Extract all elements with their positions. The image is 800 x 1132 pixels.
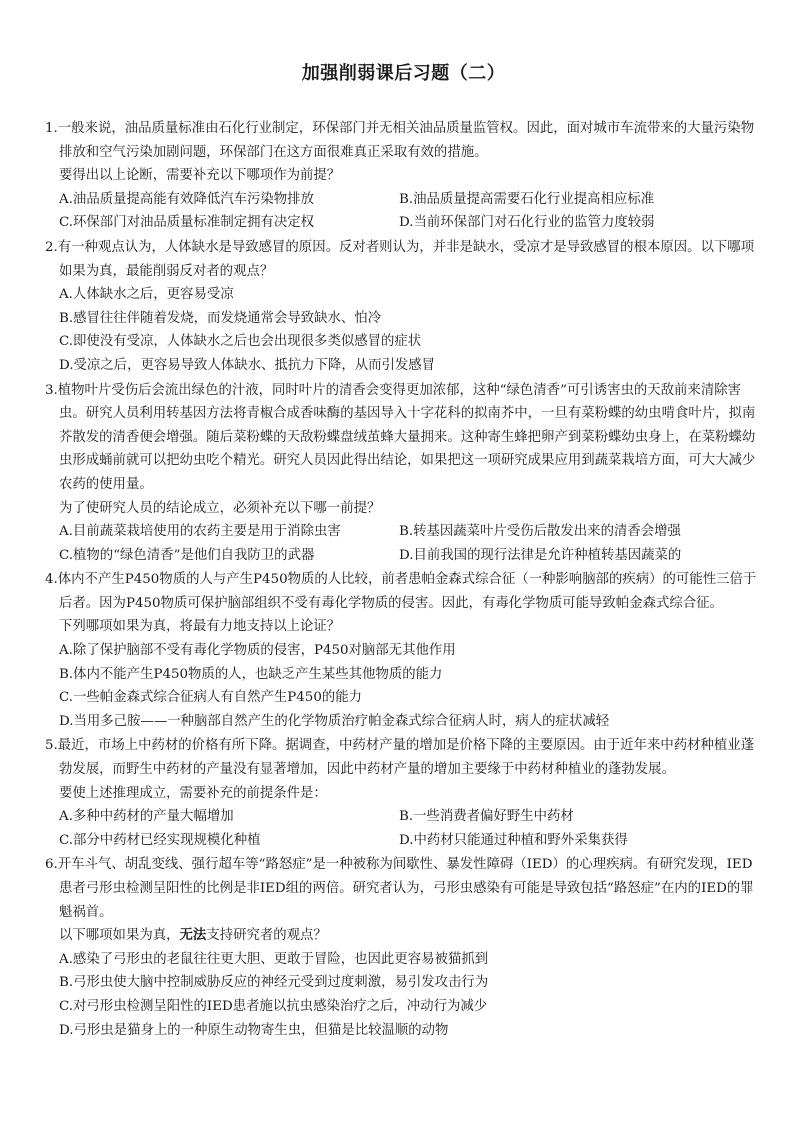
question-prompt bbox=[45, 924, 762, 948]
question-stem: 1.一般来说，油品质量标准由石化行业制定，环保部门并无相关油品质量监管权。因此，面对城市车流带来的大量污染物排放和空气污染加剧问题，环保部门在这方面很难真正采取有效的措施。 bbox=[45, 121, 755, 160]
option-b: B.油品质量提高需要石化行业提高相应标准 bbox=[399, 191, 655, 207]
option-list bbox=[45, 283, 762, 377]
question-prompt: 为了使研究人员的结论成立，必须补充以下哪一前提？ bbox=[59, 500, 381, 516]
option-a: A.除了保护脑部不受有毒化学物质的侵害，P450对脑部无其他作用 bbox=[59, 643, 456, 659]
question-list bbox=[45, 117, 762, 1042]
question-prompt: 要使上述推理成立，需要补充的前提条件是： bbox=[59, 785, 327, 801]
option-list bbox=[45, 948, 762, 1042]
prompt-emphasis: 无法 bbox=[179, 927, 207, 944]
option-a: A.人体缺水之后，更容易受凉 bbox=[59, 287, 234, 303]
question-stem: 5.最近，市场上中药材的价格有所下降。据调查，中药材产量的增加是价格下降的主要原因。由于近年来中药材种植业蓬勃发展，而野生中药材的产量没有显著增加，因此中药材产量的增加主要缘于中药材种植业的蓬勃发展。 bbox=[45, 738, 755, 778]
option-a: A.油品质量提高能有效降低汽车污染物排放 bbox=[59, 191, 314, 207]
option-b: B.一些消费者偏好野生中药材 bbox=[399, 809, 574, 825]
question-5 bbox=[45, 734, 762, 852]
question-prompt: 要得出以上论断，需要补充以下哪项作为前提？ bbox=[59, 168, 341, 184]
option-c: C.植物的“绿色清香”是他们自我防卫的武器 bbox=[59, 547, 315, 563]
option-d: D.当用多己胺——一种脑部自然产生的化学物质治疗帕金森式综合征病人时，病人的症状减轻 bbox=[59, 713, 610, 729]
question-2 bbox=[45, 236, 762, 378]
option-b: B.弓形虫使大脑中控制威胁反应的神经元受到过度刺激，易引发攻击行为 bbox=[59, 975, 489, 991]
option-c: C.部分中药材已经实现规模化种植 bbox=[59, 832, 261, 848]
page-title: 加强削弱课后习题（二） bbox=[301, 63, 506, 84]
option-list bbox=[45, 188, 762, 235]
option-b: B.转基因蔬菜叶片受伤后散发出来的清香会增强 bbox=[399, 524, 681, 540]
option-a: A.感染了弓形虫的老鼠往往更大胆、更敢于冒险，也因此更容易被猫抓到 bbox=[59, 951, 489, 967]
option-d: D.受凉之后，更容易导致人体缺水、抵抗力下降，从而引发感冒 bbox=[59, 357, 436, 373]
option-b: B.体内不能产生P450物质的人，也缺乏产生某些其他物质的能力 bbox=[59, 666, 443, 682]
prompt-text: 以下哪项如果为真， bbox=[59, 928, 180, 944]
question-6 bbox=[45, 853, 762, 1042]
question-1 bbox=[45, 117, 762, 235]
option-d: D.中药材只能通过种植和野外采集获得 bbox=[399, 832, 628, 848]
option-c: C.一些帕金森式综合征病人有自然产生P450的能力 bbox=[59, 690, 363, 706]
option-list bbox=[45, 805, 762, 852]
question-stem: 2.有一种观点认为，人体缺水是导致感冒的原因。反对者则认为，并非是缺水，受凉才是导致感冒的根本原因。以下哪项如果为真，最能削弱反对者的观点？ bbox=[45, 239, 755, 279]
question-stem: 4.体内不产生P450物质的人与产生P450物质的人比较，前者患帕金森式综合征（一种影响脑部的疾病）的可能性三倍于后者。因为P450物质可保护脑部组织不受有毒化学物质的侵害。因此，有毒化学物质可能导致帕金森式综合征。 bbox=[45, 572, 757, 611]
question-stem: 6.开车斗气、胡乱变线、强行超车等“路怒症”是一种被称为间歇性、暴发性障碍（IED）的心理疾病。有研究发现，IED患者弓形虫检测呈阳性的比例是非IED组的两倍。研究者认为，弓形虫感染有可能是导致包括“路怒症”在内的IED的罪魁祸首。 bbox=[45, 857, 754, 920]
option-b: B.感冒往往伴随着发烧，而发烧通常会导致缺水、怕冷 bbox=[59, 310, 382, 326]
option-a: A.目前蔬菜栽培使用的农药主要是用于消除虫害 bbox=[59, 524, 341, 540]
option-c: C.环保部门对油品质量标准制定拥有决定权 bbox=[59, 215, 315, 231]
option-list bbox=[45, 639, 762, 733]
option-a: A.多种中药材的产量大幅增加 bbox=[59, 809, 234, 825]
question-4 bbox=[45, 568, 762, 733]
question-prompt: 下列哪项如果为真，将最有力地支持以上论证？ bbox=[59, 619, 341, 635]
prompt-text-end: 支持研究者的观点？ bbox=[206, 928, 327, 944]
option-d: D.目前我国的现行法律是允许种植转基因蔬菜的 bbox=[399, 547, 682, 563]
question-stem: 3.植物叶片受伤后会流出绿色的汁液，同时叶片的清香会变得更加浓郁，这种“绿色清香”可引诱害虫的天敌前来清除害虫。研究人员利用转基因方法将青椒合成香味酶的基因导入十字花科的拟南芥中，一旦有菜粉蝶的幼虫啃食叶片，拟南芥散发的清香便会增强。随后菜粉蝶的天敌粉蝶盘绒茧蜂大量拥来。这种寄生蜂把卵产到菜粉蝶幼虫身上，在菜粉蝶幼虫形成蛹前就可以把幼虫吃个精光。研究人员因此得出结论，如果把这一项研究成果应用到蔬菜栽培方面，可大大减少农药的使用量。 bbox=[45, 382, 756, 492]
option-list bbox=[45, 520, 762, 567]
question-3 bbox=[45, 379, 762, 568]
option-d: D.当前环保部门对石化行业的监管力度较弱 bbox=[399, 215, 655, 231]
option-c: C.对弓形虫检测呈阳性的IED患者施以抗虫感染治疗之后，冲动行为减少 bbox=[59, 998, 488, 1014]
option-c: C.即使没有受凉，人体缺水之后也会出现很多类似感冒的症状 bbox=[59, 334, 422, 350]
option-d: D.弓形虫是猫身上的一种原生动物寄生虫，但猫是比较温顺的动物 bbox=[59, 1022, 449, 1038]
